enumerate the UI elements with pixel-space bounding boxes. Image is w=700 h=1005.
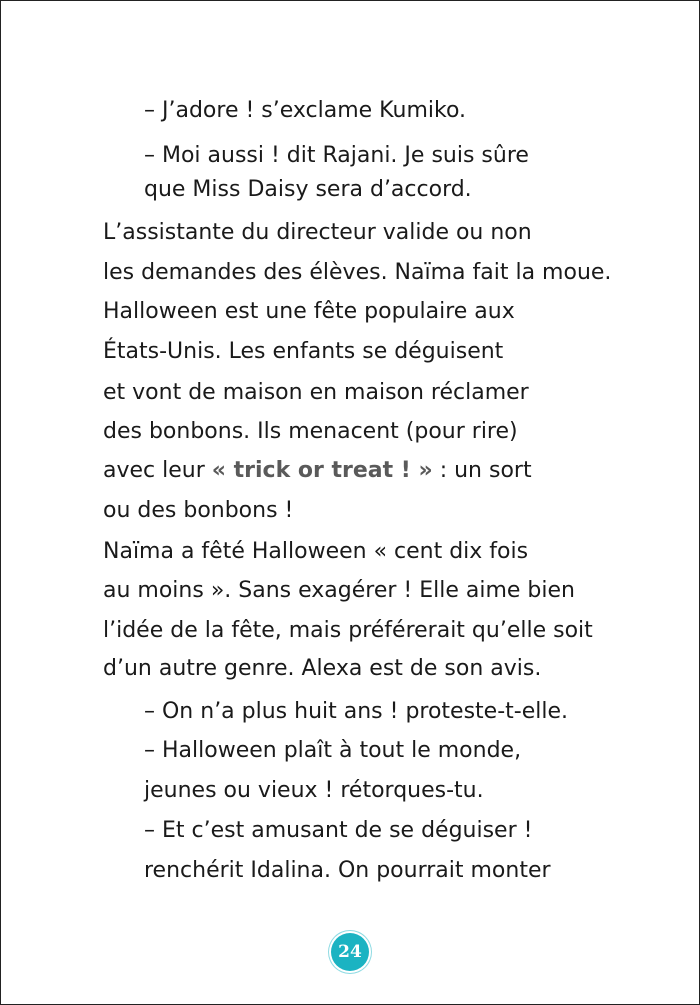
text-line-5: les demandes des élèves. Naïma fait la moue. bbox=[103, 260, 612, 285]
text-line-19: – Et c’est amusant de se déguiser ! bbox=[144, 818, 533, 843]
text-line-3: que Miss Daisy sera d’accord. bbox=[144, 177, 472, 202]
text-line-8: et vont de maison en maison réclamer bbox=[103, 380, 529, 405]
text-line-2: – Moi aussi ! dit Rajani. Je suis sûre bbox=[144, 143, 529, 168]
text-line-9: des bonbons. Ils menacent (pour rire) bbox=[103, 419, 518, 444]
text-line-6: Halloween est une fête populaire aux bbox=[103, 299, 515, 324]
text-line-18: jeunes ou vieux ! rétorques-tu. bbox=[144, 778, 484, 803]
text-line-17: – Halloween plaît à tout le monde, bbox=[144, 738, 522, 763]
page-number-badge: 24 bbox=[331, 933, 369, 971]
text-line-1: – J’adore ! s’exclame Kumiko. bbox=[144, 98, 467, 123]
text-line-10-start: avec leur bbox=[103, 458, 212, 483]
text-line-10-end: : un sort bbox=[432, 458, 532, 483]
text-line-20: renchérit Idalina. On pourrait monter bbox=[144, 858, 551, 883]
text-line-16: – On n’a plus huit ans ! proteste-t-elle. bbox=[144, 699, 569, 724]
text-line-4: L’assistante du directeur valide ou non bbox=[103, 220, 532, 245]
page-text bbox=[1, 1, 699, 1004]
text-line-12: Naïma a fêté Halloween « cent dix fois bbox=[103, 539, 529, 564]
text-line-11: ou des bonbons ! bbox=[103, 498, 294, 523]
text-line-10 bbox=[103, 456, 532, 486]
trick-or-treat-phrase: « trick or treat ! » bbox=[211, 458, 433, 483]
text-line-15: d’un autre genre. Alexa est de son avis. bbox=[103, 656, 542, 681]
text-line-13: au moins ». Sans exagérer ! Elle aime bien bbox=[103, 578, 575, 603]
text-line-14: l’idée de la fête, mais préférerait qu’elle soit bbox=[103, 618, 593, 643]
text-line-7: États-Unis. Les enfants se déguisent bbox=[103, 339, 504, 364]
